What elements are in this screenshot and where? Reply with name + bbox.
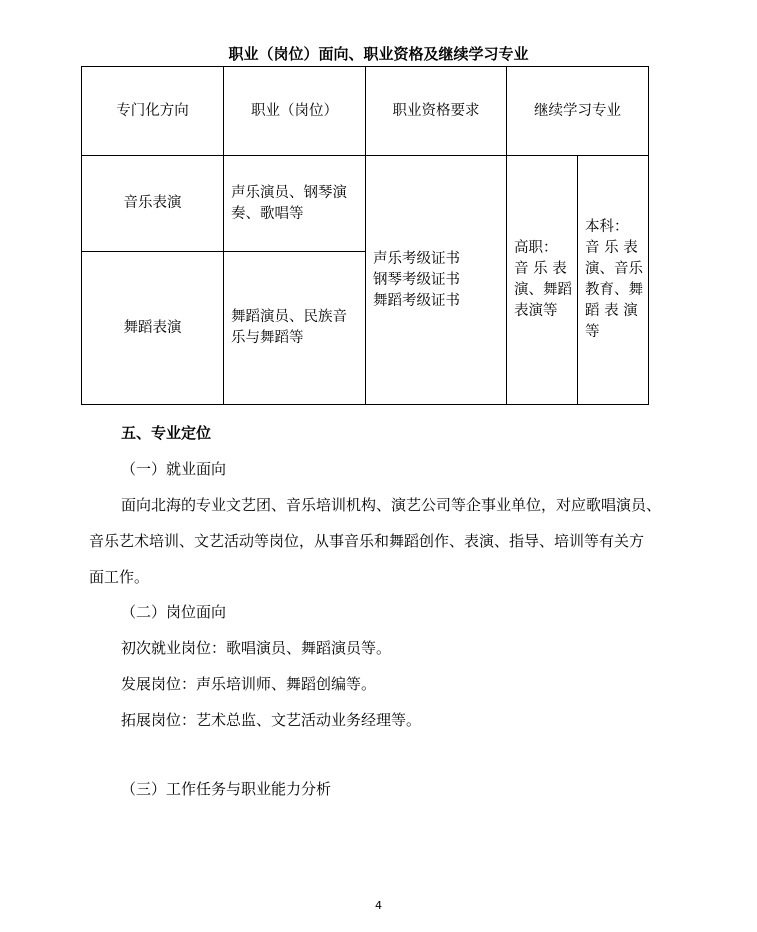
gaozhi-cell [507,156,578,405]
qualification-cell [366,156,507,405]
table-row [82,156,649,252]
gaozhi-line: 高职： [514,240,558,256]
paragraph-line: 面向北海的专业文艺团、音乐培训机构、演艺公司等企事业单位，对应歌唱演员、 [121,496,662,514]
row-job-dance [224,252,366,405]
subheading-employment: （一）就业面向 [121,460,227,478]
subheading-positions: （二）岗位面向 [121,603,227,621]
benke-line: 蹈 表 演 [585,303,638,319]
qualification-line: 钢琴考级证书 [373,271,460,288]
benke-line: 音 乐 表 [585,240,638,256]
extension-jobs: 拓展岗位：艺术总监、文艺活动业务经理等。 [121,711,422,729]
row-direction-dance: 舞蹈表演 [82,252,224,405]
qualification-line: 舞蹈考级证书 [373,292,460,309]
table-header-row [82,67,649,156]
gaozhi-line: 演、舞蹈 [514,282,572,298]
development-jobs: 发展岗位：声乐培训师、舞蹈创编等。 [121,675,377,693]
qualification-line: 声乐考级证书 [373,250,460,267]
career-table [81,66,649,405]
header-job: 职业（岗位） [224,67,366,156]
table-title: 职业（岗位）面向、职业资格及继续学习专业 [228,45,529,63]
subheading-tasks: （三）工作任务与职业能力分析 [121,780,332,798]
paragraph-line: 面工作。 [89,568,150,586]
header-direction: 专门化方向 [82,67,224,156]
paragraph-line: 音乐艺术培训、文艺活动等岗位，从事音乐和舞蹈创作、表演、指导、培训等有关方 [89,532,645,550]
header-qualification: 职业资格要求 [366,67,507,156]
job-line: 声乐演员、钢琴演 [231,184,347,201]
header-further-study: 继续学习专业 [507,67,649,156]
initial-jobs: 初次就业岗位：歌唱演员、舞蹈演员等。 [121,639,392,657]
benke-cell [578,156,649,405]
benke-line: 教育、舞 [585,282,643,298]
job-line: 奏、歌唱等 [231,205,304,222]
gaozhi-line: 表演等 [514,303,558,319]
benke-line: 本科： [585,219,629,235]
row-job-music [224,156,366,252]
row-direction-music: 音乐表演 [82,156,224,252]
job-line: 乐与舞蹈等 [231,330,304,346]
benke-line: 演、音乐 [585,261,643,277]
section-heading: 五、专业定位 [121,424,212,442]
page-number: 4 [375,899,382,912]
benke-line: 等 [585,324,600,340]
job-line: 舞蹈演员、民族音 [231,309,347,325]
gaozhi-line: 音 乐 表 [514,261,567,277]
